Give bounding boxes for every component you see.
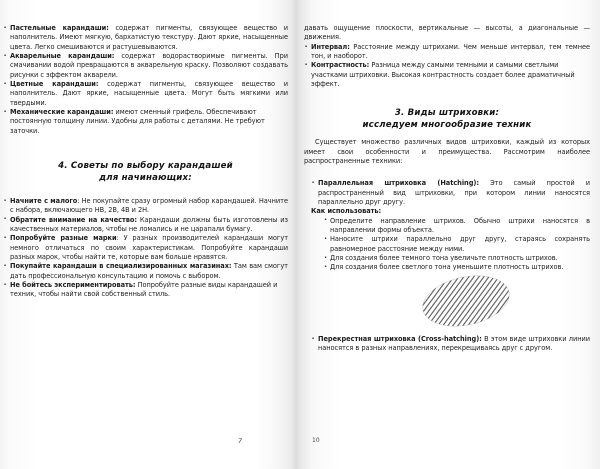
beginner-tips-list — [3, 197, 288, 300]
section-heading-line2: исследуем многообразие техник — [362, 119, 532, 130]
section-heading-line2: для начинающих: — [99, 172, 192, 183]
list-item — [3, 108, 288, 136]
spacer — [304, 166, 590, 179]
list-item: • Определите направление штрихов. Обычно штрихи наносятся в направлении формы объекта. — [324, 217, 590, 236]
list-item-lead: Контрастность: — [311, 61, 370, 70]
left-page-column — [3, 24, 288, 300]
spacer — [304, 89, 590, 108]
section-intro-paragraph: Существует множество различных видов штриховки, каждый из которых имеет свои особенности и преимущества. Рассмотрим наиболее распространенные техники: — [304, 138, 590, 165]
list-item-text: Разница между самыми темными и самыми светлыми участками штриховки. Высокая контрастность создает более драматичный эффект. — [311, 61, 575, 89]
list-item-lead: Покупайте карандаши в специализированных магазинах: — [10, 262, 232, 271]
list-item-lead: Не бойтесь экспериментировать: — [10, 281, 136, 290]
list-item-text: имеют сменный грифель. Обеспечивают постоянную толщину линии. Удобны для работы с деталями. Не требуют заточки. — [10, 108, 265, 135]
how-to-use-steps — [311, 217, 590, 273]
list-item — [3, 234, 288, 262]
right-page — [296, 0, 600, 469]
list-item-lead: Механические карандаши: — [10, 108, 114, 117]
continuation-paragraph: давать ощущение плоскости, вертикальные — высоты, а диагональные — движения. — [304, 24, 590, 42]
list-item-text: Карандаши должны быть изготовлены из качественных материалов, чтобы не ломались и не царапали бумагу. — [10, 215, 288, 233]
list-item-lead: Акварельные карандаши: — [10, 52, 115, 61]
hatching-bullet — [311, 179, 590, 207]
crosshatching-bullet — [311, 335, 590, 354]
list-item: • Для создания более светлого тона уменьшите плотность штрихов. — [324, 263, 590, 272]
section-heading-4 — [3, 161, 288, 184]
list-item — [3, 216, 288, 235]
list-item-lead: Пастельные карандаши: — [10, 24, 109, 32]
list-item-text: : Не покупайте сразу огромный набор карандашей. Начните с набора, включающего HB, 2B, 4B и 2H. — [10, 196, 288, 215]
hatching-properties-list — [304, 43, 590, 90]
list-item-text: В этом виде штриховки линии наносятся в разных направлениях, перекрещиваясь друг с другом. — [318, 334, 590, 353]
page-number-right: 10 — [312, 437, 320, 444]
list-item-lead: Интервал: — [311, 42, 350, 51]
list-item-lead: Начните с малого — [10, 196, 78, 205]
list-item-text: содержат пигменты, связующее вещество и наполнитель. Имеют мягкую, бархатистую текстуру. Дают яркие, насыщенные цвета. Легко смешиваются и растушевываются. — [10, 24, 288, 51]
crosshatching-subsection — [304, 335, 590, 354]
list-item — [3, 262, 288, 281]
hatching-subsection — [304, 179, 590, 272]
list-item-lead: Попробуйте разные марки — [10, 234, 117, 243]
list-item: • Наносите штрихи параллельно друг другу, стараясь сохранять равномерное расстояние между ними. — [324, 235, 590, 254]
list-item — [3, 24, 288, 52]
list-item — [311, 179, 590, 207]
list-item-text: Расстояние между штрихами. Чем меньше интервал, тем темнее тон, и наоборот. — [311, 42, 590, 61]
list-item-lead: Обратите внимание на качество: — [10, 215, 137, 224]
list-item-lead: Цветные карандаши: — [10, 80, 99, 89]
section-heading-3 — [304, 108, 590, 131]
list-item-text: : У разных производителей карандаши могут немного отличаться по своим характеристикам. Попробуйте карандаши разных марок, чтобы найти те, которые вам больше нравятся. — [10, 234, 288, 261]
spacer — [3, 184, 288, 197]
list-item-text: Там вам смогут дать профессиональную консультацию и помочь с выбором. — [10, 262, 288, 280]
page-number-left: 7 — [238, 437, 243, 445]
list-item — [311, 335, 590, 354]
left-page — [0, 0, 296, 469]
list-item-text: содержат водорастворимые пигменты. При смачивании водой превращаются в акварельную краску. Позволяют создавать рисунки с эффектом акварели. — [10, 52, 288, 79]
list-item: • Для создания более темного тона увеличьте плотность штрихов. — [324, 254, 590, 263]
pencil-types-list — [3, 24, 288, 136]
list-item — [3, 80, 288, 108]
section-heading-line1: 4. Советы по выбору карандашей — [58, 161, 233, 172]
list-item — [3, 281, 288, 300]
parallel-hatching-illustration — [304, 273, 590, 335]
list-item — [304, 43, 590, 62]
list-item-lead: Перекрестная штриховка (Cross-hatching): — [318, 334, 482, 343]
spacer — [304, 131, 590, 138]
list-item-text: содержат пигменты, связующее вещество и наполнитель. Дают яркие, насыщенные цвета. Могут быть мягкими или твердыми. — [10, 80, 288, 107]
list-item-text: Попробуйте разные виды карандашей и техник, чтобы найти свой собственный стиль. — [10, 281, 278, 299]
right-page-column — [304, 24, 590, 353]
list-item-text: Это самый простой и распространенный вид штриховки, при котором линии наносятся параллельно друг другу. — [318, 179, 591, 206]
list-item — [3, 52, 288, 80]
section-heading-line1: 3. Виды штриховки: — [394, 108, 500, 119]
list-item — [304, 61, 590, 89]
list-item-lead: Параллельная штриховка (Hatching): — [318, 179, 479, 188]
how-to-use-subheading: Как использовать: — [311, 207, 382, 216]
list-item — [3, 197, 288, 216]
spacer — [3, 136, 288, 161]
